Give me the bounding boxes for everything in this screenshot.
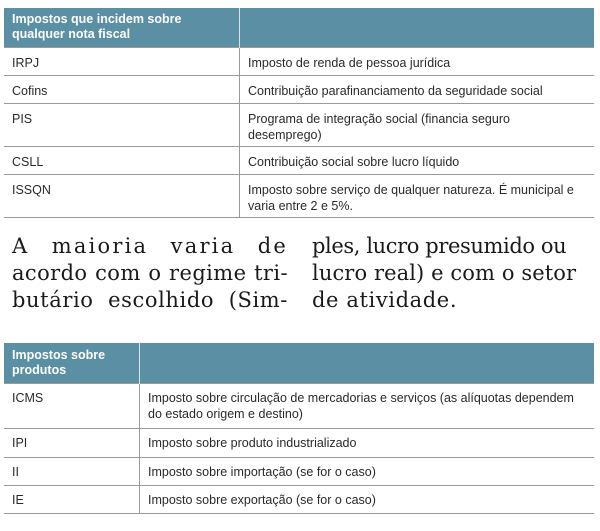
table-header-title: Impostos sobre produtos	[4, 343, 140, 383]
tax-code: ISSQN	[4, 174, 240, 217]
table-header-blank	[140, 343, 595, 383]
tax-code: Cofins	[4, 75, 240, 103]
tax-code: IPI	[4, 428, 140, 457]
table-row	[4, 103, 594, 146]
tax-description: Imposto sobre circulação de mercadorias e serviços (as alíquotas dependem do estado origem e destino)	[140, 383, 595, 428]
table-row	[4, 485, 594, 513]
tax-description: Imposto sobre exportação (se for o caso)	[140, 485, 595, 513]
tax-description: Imposto sobre importação (se for o caso)	[140, 457, 595, 485]
table-row	[4, 47, 594, 75]
table-row	[4, 146, 594, 174]
tax-code: II	[4, 457, 140, 485]
tax-description: Contribuição parafinanciamento da seguridade social	[240, 75, 595, 103]
paragraph-column-left	[12, 233, 288, 314]
taxes-on-products-table	[4, 343, 594, 514]
taxes-any-invoice-table	[4, 8, 594, 218]
paragraph-column-right	[312, 233, 592, 314]
tax-description: Imposto de renda de pessoa jurídica	[240, 47, 595, 75]
paragraph-line: lucro real) e com o setor	[312, 261, 577, 285]
tax-description: Programa de integração social (financia seguro desemprego)	[240, 103, 595, 146]
tax-description: Imposto sobre serviço de qualquer natureza. É municipal e varia entre 2 e 5%.	[240, 174, 595, 217]
table-header-row	[4, 8, 594, 47]
table-row	[4, 75, 594, 103]
paragraph-line: de atividade.	[312, 288, 458, 312]
tax-code: CSLL	[4, 146, 240, 174]
tax-code: IE	[4, 485, 140, 513]
paragraph-line: ples, lucro presumido ou	[312, 234, 567, 258]
table-row	[4, 383, 594, 428]
tax-code: IRPJ	[4, 47, 240, 75]
table-header-blank	[240, 8, 595, 47]
tax-description: Contribuição social sobre lucro líquido	[240, 146, 595, 174]
table-row	[4, 174, 594, 217]
paragraph-line: A maioria varia de	[12, 234, 288, 258]
paragraph-line: acordo com o regime tri-	[12, 261, 288, 285]
table-row	[4, 428, 594, 457]
table-row	[4, 457, 594, 485]
tax-description: Imposto sobre produto industrializado	[140, 428, 595, 457]
paragraph-line: butário escolhido (Sim-	[12, 288, 288, 312]
table-header-title: Impostos que incidem sobre qualquer nota fiscal	[4, 8, 240, 47]
table-header-row	[4, 343, 594, 383]
tax-code: PIS	[4, 103, 240, 146]
tax-code: ICMS	[4, 383, 140, 428]
